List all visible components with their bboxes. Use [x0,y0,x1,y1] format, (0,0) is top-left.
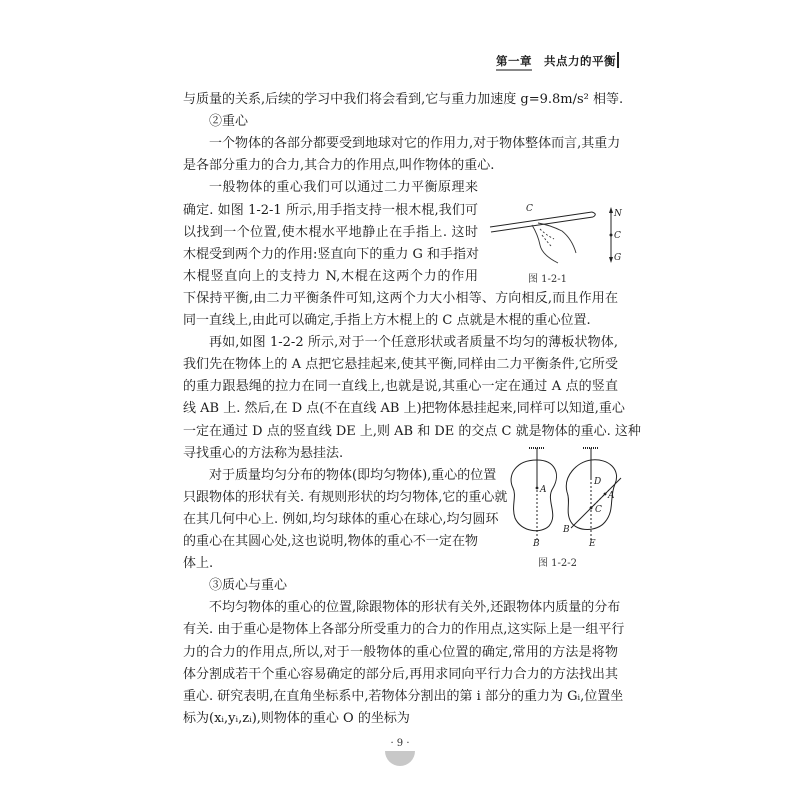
label-b-right: B [563,525,570,535]
text-line: 一定在通过 D 点的竖直线 DE 上,则 AB 和 DE 的交点 C 就是物体的重心. 这种 [183,423,641,439]
text-line: 木棍受到两个力的作用:竖直向下的重力 G 和手指对 [183,246,480,262]
hand-drawing [532,223,576,263]
text-line: 同一直线上,由此可以确定,手指上方木棍上的 C 点就是木棍的重心位置. [183,313,591,328]
text-line: 是各部分重力的合力,其合力的作用点,叫作物体的重心. [183,158,495,174]
left-plate [511,448,556,540]
header-bar [617,52,619,68]
text-line: 的重心在其圆心处,这也说明,物体的重心不一定在物 [183,534,478,549]
text-line: 木棍竖直向上的支持力 N,木棍在这两个力的作用 [183,268,478,284]
force-diagram [609,207,613,263]
label-c: C [614,231,621,241]
label-g: G [614,253,622,263]
text-line: 不均匀物体的重心的位置,除跟物体的形状有关外,还跟物体内质量的分布 [209,600,621,616]
text-line: 有关. 由于重心是物体上各部分所受重力的合力的作用点,这实际上是一组平行 [183,622,625,638]
text-line: 线 AB 上. 然后,在 D 点(不在直线 AB 上)把物体悬挂起来,同样可以知道,重心 [183,401,625,417]
figure-1-2-2 [505,440,625,550]
chapter-title: 共点力的平衡 [544,54,616,68]
text-line: 下保持平衡,由二力平衡条件可知,这两个力大小相等、方向相反,而且作用在 [183,290,618,306]
label-a-right: A [608,491,615,501]
label-d: D [594,477,602,487]
text-line: 的重力跟悬绳的拉力在同一直线上,也就是说,其重心一定在通过 A 点的竖直 [183,379,618,395]
text-line: 寻找重心的方法称为悬挂法. [183,445,344,461]
label-a-left: A [540,485,547,495]
page-number: · 9 · [390,738,410,749]
label-b-left: B [533,539,540,549]
text-line: 体上. [183,556,214,572]
label-c-right: C [595,505,602,515]
figure-1-2-1 [480,195,630,270]
text-line: 体分割成若干个重心容易确定的部分后,再用求同向平行力合力的方法找出其 [183,666,618,682]
text-line: 力的合力的作用点,所以,对于一般物体的重心位置的确定,常用的方法是将物 [183,644,618,660]
figure-1-2-1-caption: 图 1-2-1 [528,274,568,285]
text-line: 一般物体的重心我们可以通过二力平衡原理来 [209,180,478,196]
stick [490,212,595,232]
text-line: ③质心与重心 [209,578,288,594]
label-e: E [589,539,596,549]
text-line: 只跟物体的形状有关. 有规则形状的均匀物体,它的重心就 [183,489,508,505]
text-line: 与质量的关系,后续的学习中我们将会看到,它与重力加速度 g=9.8m/s² 相等. [183,92,624,107]
text-line: 我们先在物体上的 A 点把它悬挂起来,使其平衡,同样由二力平衡条件,它所受 [183,357,618,373]
figure-1-2-2-caption: 图 1-2-2 [538,558,578,569]
label-c-stick: C [526,204,533,214]
page-number-ornament [385,751,415,766]
text-line: 一个物体的各部分都要受到地球对它的作用力,对于物体整体而言,其重力 [209,136,621,152]
text-line: ②重心 [209,114,249,130]
text-line: 在其几何中心上. 例如,均匀球体的重心在球心,均匀圆环 [183,511,499,527]
text-line: 以找到一个位置,使木棍水平地静止在手指上. 这时 [183,224,478,240]
text-line: 对于质量均匀分布的物体(即均匀物体),重心的位置 [209,467,497,483]
text-line: 确定. 如图 1-2-1 所示,用手指支持一根木棍,我们可 [183,202,478,218]
label-n: N [614,209,622,219]
text-line: 再如,如图 1-2-2 所示,对于一个任意形状或者质量不均匀的薄板状物体, [209,335,618,351]
text-line: 标为(xᵢ,yᵢ,zᵢ),则物体的重心 O 的坐标为 [183,710,410,726]
running-header [496,53,616,69]
chapter-number: 第一章 [496,54,532,71]
text-line: 重心. 研究表明,在直角坐标系中,若物体分割出的第 i 部分的重力为 Gᵢ,位置坐 [183,688,624,704]
